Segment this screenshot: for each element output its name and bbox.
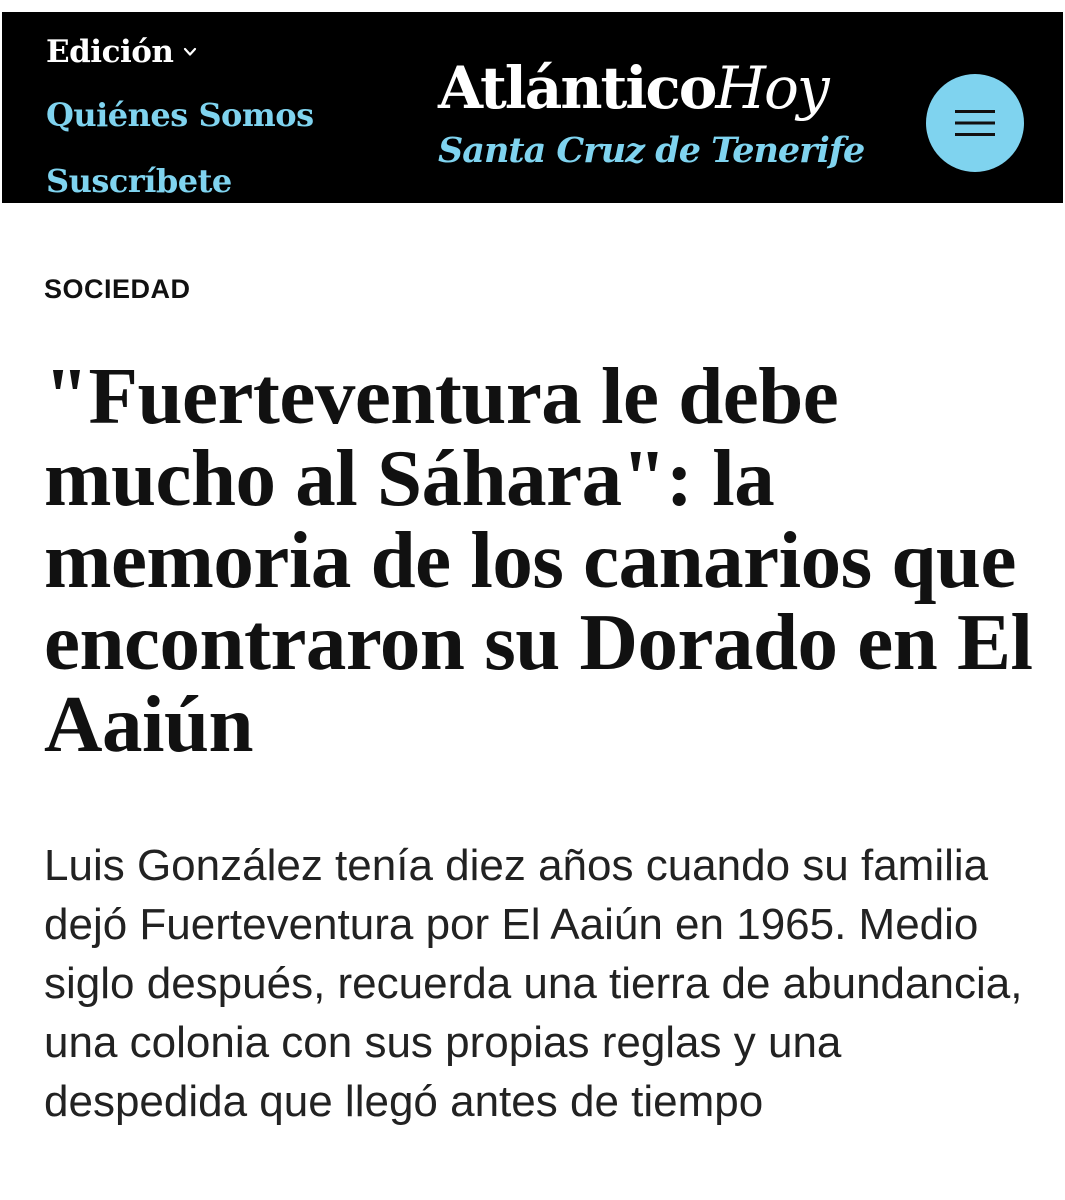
menu-button[interactable] xyxy=(926,74,1024,172)
edition-label: Edición xyxy=(46,34,174,70)
hamburger-menu-icon xyxy=(955,108,995,138)
article-headline: "Fuerteventura le debe mucho al Sáhara": la memoria de los canarios que encontraron su Dorado en El Aaiún xyxy=(44,351,1033,769)
subscribe-link[interactable]: Suscríbete xyxy=(46,162,232,200)
chevron-down-icon xyxy=(183,45,197,59)
logo-hoy: Hoy xyxy=(715,54,828,122)
logo-wordmark: Atlántico xyxy=(438,54,716,122)
site-header xyxy=(2,12,1063,203)
edition-city: Santa Cruz de Tenerife xyxy=(438,130,865,171)
site-logo[interactable] xyxy=(438,52,828,124)
article-lead: Luis González tenía diez años cuando su familia dejó Fuerteventura por El Aaiún en 1965. Medio siglo después, recuerda una tierra de abundancia, una colonia con sus propias reglas y una despedida que llegó antes de tiempo xyxy=(44,841,1023,1126)
edition-selector[interactable] xyxy=(46,34,197,70)
top-strip xyxy=(0,0,1065,12)
section-label[interactable]: SOCIEDAD xyxy=(44,274,191,304)
about-us-link[interactable]: Quiénes Somos xyxy=(46,96,314,134)
